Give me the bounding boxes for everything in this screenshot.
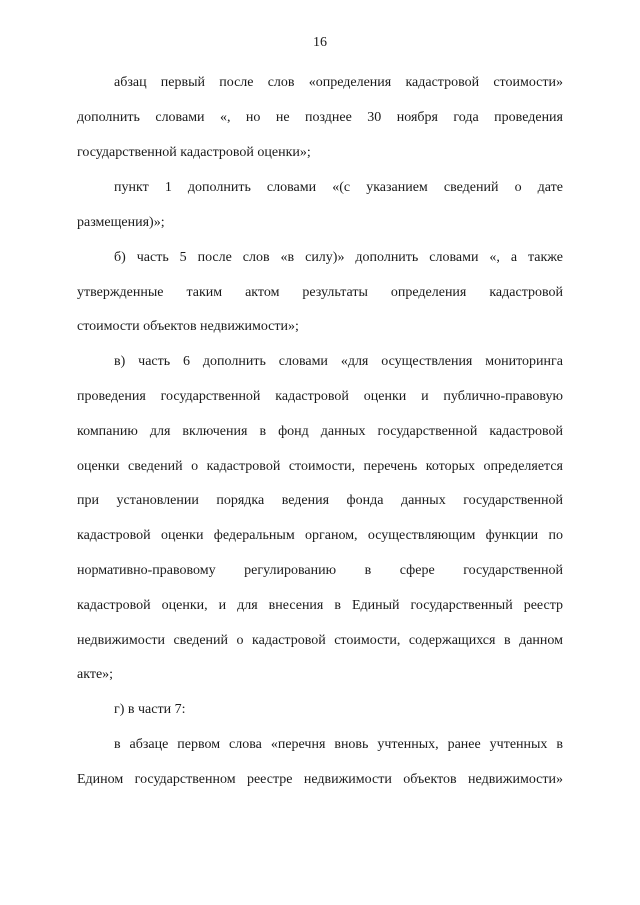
text-line: размещения)»;: [77, 215, 165, 230]
text-line: оценки сведений о кадастровой стоимости, перечень которых определяется: [77, 459, 563, 474]
text-line: Едином государственном реестре недвижимости объектов недвижимости»: [77, 772, 563, 787]
page-number: 16: [313, 35, 327, 50]
text-line: нормативно-правовому регулированию в сфере государственной: [77, 563, 563, 578]
text-line: компанию для включения в фонд данных государственной кадастровой: [77, 424, 563, 439]
text-line: утвержденные таким актом результаты определения кадастровой: [77, 285, 563, 300]
text-line: акте»;: [77, 667, 114, 682]
text-line: пункт 1 дополнить словами «(с указанием сведений о дате: [114, 180, 563, 195]
text-line: дополнить словами «, но не позднее 30 ноября года проведения: [77, 110, 563, 125]
text-line: при установлении порядка ведения фонда данных государственной: [77, 493, 563, 508]
text-line: г) в части 7:: [114, 702, 186, 717]
text-line: б) часть 5 после слов «в силу)» дополнить словами «, а также: [114, 250, 563, 265]
text-line: недвижимости сведений о кадастровой стоимости, содержащихся в данном: [77, 633, 563, 648]
text-line: кадастровой оценки федеральным органом, осуществляющим функции по: [77, 528, 563, 543]
text-line: государственной кадастровой оценки»;: [77, 145, 311, 160]
text-line: абзац первый после слов «определения кадастровой стоимости»: [114, 75, 563, 90]
text-line: в) часть 6 дополнить словами «для осуществления мониторинга: [114, 354, 563, 369]
text-line: проведения государственной кадастровой оценки и публично-правовую: [77, 389, 563, 404]
text-line: кадастровой оценки, и для внесения в Единый государственный реестр: [77, 598, 563, 613]
text-line: стоимости объектов недвижимости»;: [77, 319, 299, 334]
text-line: в абзаце первом слова «перечня вновь учтенных, ранее учтенных в: [114, 737, 563, 752]
